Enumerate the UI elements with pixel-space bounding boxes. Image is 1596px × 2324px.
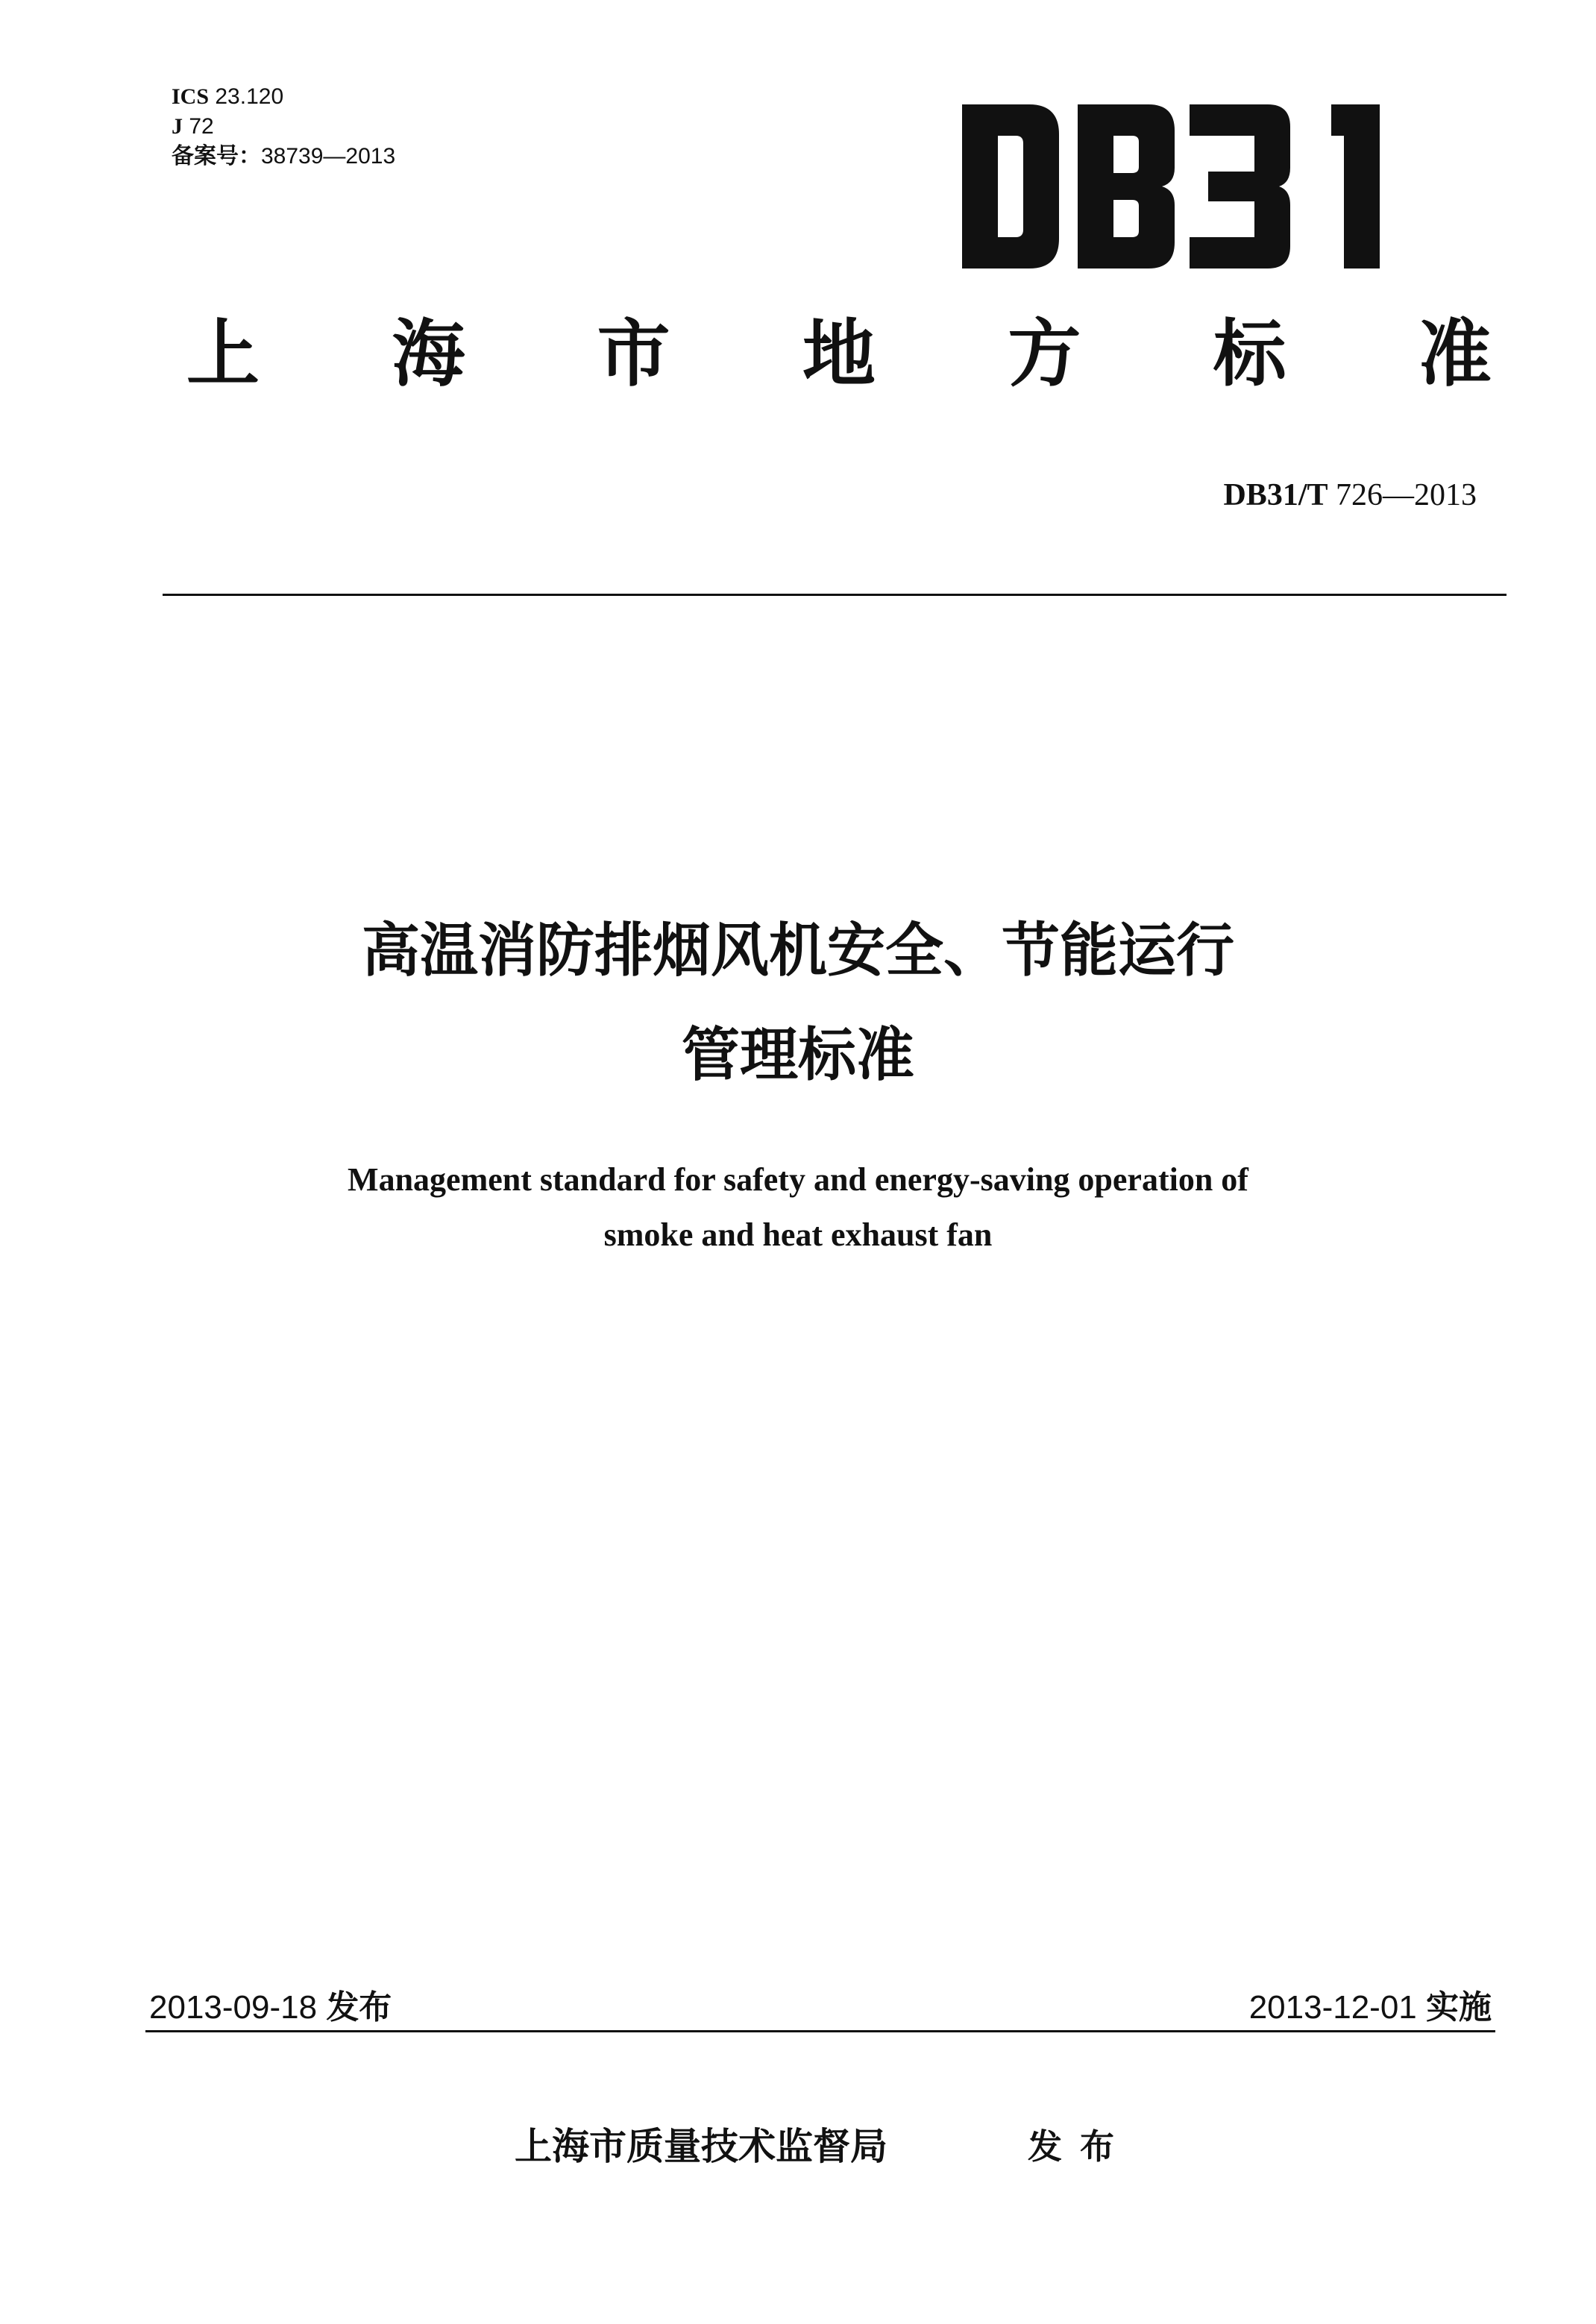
issue-date-suffix: 发布 xyxy=(326,1988,392,2026)
level-title-char: 标 xyxy=(1213,312,1286,397)
english-title-line-1: Management standard for safety and energy-saving operation of xyxy=(348,1161,1248,1198)
implementation-date xyxy=(1178,1980,1492,2028)
db31-logo xyxy=(962,104,1417,268)
ccs-label: J xyxy=(172,114,183,139)
issue-date-value: 2013-09-18 xyxy=(149,1989,318,2026)
english-title xyxy=(0,1152,1596,1263)
ics-label: ICS xyxy=(172,84,210,109)
level-title-char: 市 xyxy=(597,312,670,397)
standard-code: 726—2013 xyxy=(1336,478,1477,512)
filing-label: 备案号： xyxy=(172,143,261,169)
chinese-title xyxy=(0,899,1596,1108)
impl-date-value: 2013-12-01 xyxy=(1248,1989,1417,2026)
level-title-char: 上 xyxy=(186,312,260,397)
english-title-line-2: smoke and heat exhaust fan xyxy=(603,1216,993,1253)
level-title-char: 海 xyxy=(392,312,465,397)
footer-divider xyxy=(145,2030,1495,2032)
filing-number xyxy=(172,142,395,172)
ccs-code xyxy=(172,112,395,142)
level-title-char: 方 xyxy=(1008,312,1081,397)
header-divider xyxy=(163,594,1507,596)
ics-code xyxy=(172,82,395,112)
standard-prefix: DB31/T xyxy=(1223,478,1328,512)
impl-date-suffix: 实施 xyxy=(1426,1988,1492,2026)
filing-value: 38739—2013 xyxy=(261,144,396,169)
publisher-action: 发布 xyxy=(1028,2126,1132,2167)
level-title-char: 准 xyxy=(1418,312,1492,397)
chinese-title-line-2: 管理标准 xyxy=(681,1022,914,1089)
classification-codes xyxy=(172,82,395,172)
level-title-char: 地 xyxy=(802,312,876,397)
ccs-value: 72 xyxy=(189,114,214,139)
issue-date xyxy=(149,1980,392,2028)
standard-number xyxy=(1149,477,1477,513)
publisher-name: 上海市质量技术监督局 xyxy=(515,2125,887,2168)
standard-level-title xyxy=(186,313,1492,395)
ics-value: 23.120 xyxy=(215,84,284,109)
chinese-title-line-1: 高温消防排烟风机安全、节能运行 xyxy=(361,917,1234,984)
